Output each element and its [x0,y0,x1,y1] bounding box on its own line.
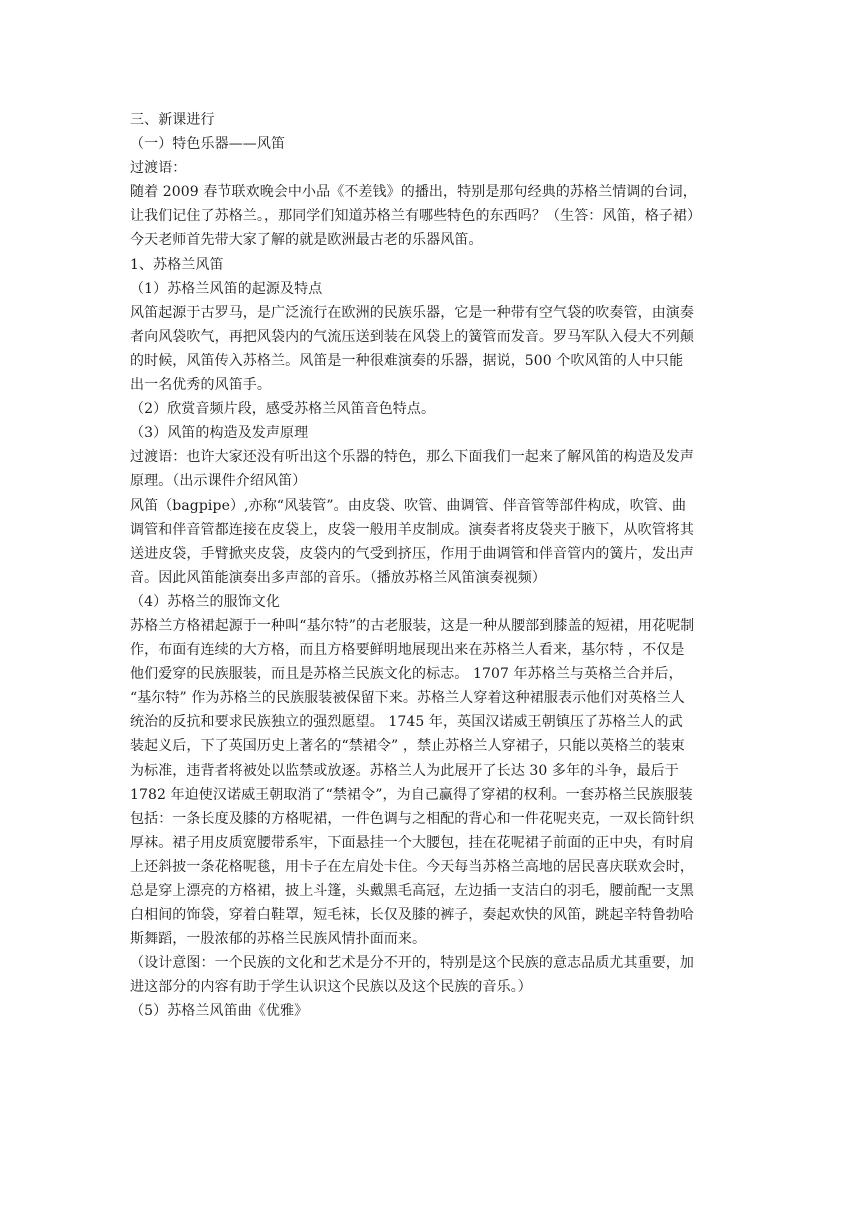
paragraph-line: 苏格兰方格裙起源于一种叫“基尔特”的古老服装，这是一种从腰部到膝盖的短裙，用花呢制 [130,617,695,634]
paragraph-line: 装起义后，下了英国历史上著名的“禁裙令” ，禁止苏格兰人穿裙子，只能以英格兰的装束 [130,738,685,755]
paragraph-line: 他们爱穿的民族服装，而且是苏格兰民族文化的标志。 1707 年苏格兰与英格兰合并后， [130,666,683,683]
document-body [130,108,734,1024]
paragraph-line: 送进皮袋，手臂掀夹皮袋，皮袋内的气受到挤压，作用于曲调管和伴音管内的簧片，发出声 [130,545,694,562]
paragraph-line: 上还斜披一条花格呢毯，用卡子在左肩处卡住。今天每当苏格兰高地的居民喜庆联欢会时， [130,858,694,875]
paragraph-line: 厚袜。裙子用皮质宽腰带系牢，下面悬挂一个大腰包，挂在花呢裙子前面的正中央，有时肩 [130,834,694,851]
paragraph-line: 1782 年迫使汉诺威王朝取消了“禁裙令”，为自己赢得了穿裙的权利。一套苏格兰民族服装 [130,786,693,803]
design-intent-line: （设计意图：一个民族的文化和艺术是分不开的，特别是这个民族的意志品质尤其重要，加 [130,955,694,972]
paragraph-line: 原理。（出示课件介绍风笛） [130,473,307,490]
paragraph-line: 统治的反抗和要求民族独立的强烈愿望。 1745 年，英国汉诺威王朝镇压了苏格兰人的武 [130,714,683,731]
item-heading: 1、苏格兰风笛 [130,256,224,273]
subitem-heading: （5）苏格兰风笛曲《优雅》 [130,1003,309,1020]
paragraph-line: 调管和伴音管都连接在皮袋上，皮袋一般用羊皮制成。演奏者将皮袋夹于腋下，从吹管将其 [130,521,694,538]
paragraph-line: 白相间的饰袋，穿着白鞋罩，短毛袜，长仅及膝的裤子，奏起欢快的风笛，跳起辛特鲁勃哈 [130,907,694,924]
paragraph-line: 出一名优秀的风笛手。 [130,377,271,394]
paragraph-line: 随着 2009 春节联欢晚会中小品《不差钱》的播出，特别是那句经典的苏格兰情调的台词， [130,184,697,201]
paragraph-line: 音。因此风笛能演奏出多声部的音乐。（播放苏格兰风笛演奏视频） [130,569,546,586]
paragraph-line: 包括：一条长度及膝的方格呢裙，一件色调与之相配的背心和一件花呢夹克，一双长筒针织 [130,810,694,827]
paragraph-line: 者向风袋吹气，再把风袋内的气流压送到装在风袋上的簧管而发音。罗马军队入侵大不列颠 [130,328,694,345]
subsection-heading: （一）特色乐器——风笛 [130,136,286,153]
paragraph-line: 让我们记住了苏格兰。，那同学们知道苏格兰有哪些特色的东西吗？（生答：风笛，格子裙） [130,208,702,225]
paragraph-line: 斯舞蹈，一股浓郁的苏格兰民族风情扑面而来。 [130,931,427,948]
paragraph-line: 的时候，风笛传入苏格兰。风笛是一种很难演奏的乐器，据说，500 个吹风笛的人中只能 [130,352,684,369]
paragraph-line: 风笛起源于古罗马，是广泛流行在欧洲的民族乐器，它是一种带有空气袋的吹奏管，由演奏 [130,304,694,321]
paragraph-line: 风笛（bagpipe）,亦称“风装管”。由皮袋、吹管、曲调管、伴音管等部件构成，吹管、曲 [130,497,687,514]
section-heading: 三、新课进行 [130,112,215,128]
paragraph-line: 作，布面有连续的大方格，而且方格要鲜明地展现出来在苏格兰人看来，基尔特 ，不仅是 [130,642,685,659]
subitem-heading: （4）苏格兰的服饰文化 [130,593,281,610]
paragraph-line: 过渡语：也许大家还没有听出这个乐器的特色，那么下面我们一起来了解风笛的构造及发声 [130,449,694,466]
paragraph-line: 今天老师首先带大家了解的就是欧洲最古老的乐器风笛。 [130,232,483,249]
subitem-heading: （1）苏格兰风笛的起源及特点 [130,280,323,297]
paragraph-line: 为标准，违背者将被处以监禁或放逐。苏格兰人为此展开了长达 30 多年的斗争，最后于 [130,762,679,779]
subitem-heading: （3）风笛的构造及发声原理 [130,425,309,442]
paragraph-line: “基尔特” 作为苏格兰的民族服装被保留下来。苏格兰人穿着这种裙服表示他们对英格兰人 [130,690,685,707]
subitem-heading: （2）欣赏音频片段，感受苏格兰风笛音色特点。 [130,401,436,418]
transition-label: 过渡语： [130,160,187,177]
design-intent-line: 进这部分的内容有助于学生认识这个民族以及这个民族的音乐。） [130,979,532,996]
paragraph-line: 总是穿上漂亮的方格裙，披上斗篷，头戴黑毛高冠，左边插一支洁白的羽毛，腰前配一支黑 [130,883,694,899]
